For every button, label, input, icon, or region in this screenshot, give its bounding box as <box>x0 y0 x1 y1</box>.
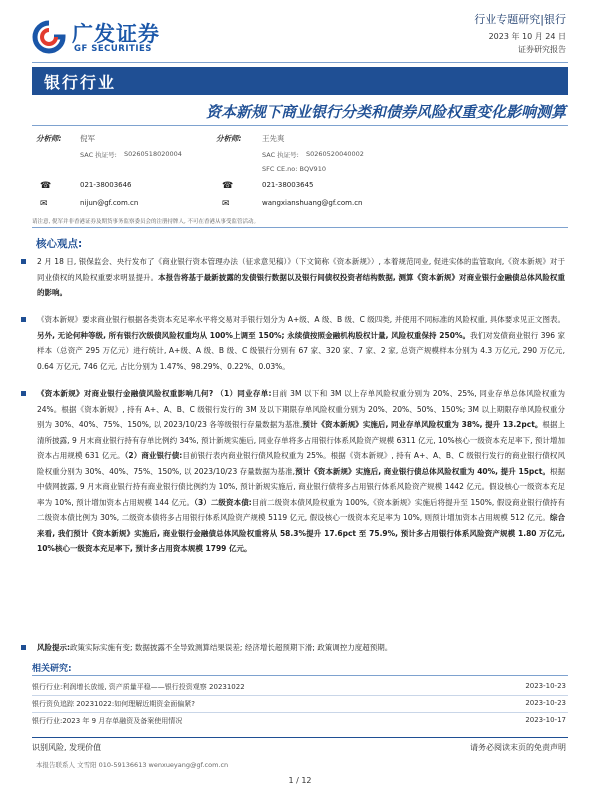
analyst-1-name: 倪军 <box>80 134 95 143</box>
bullet-paragraph-1 <box>37 254 565 301</box>
logo-chinese-text: 广发证券 <box>72 22 160 46</box>
related-report-date: 2023-10-23 <box>525 682 566 690</box>
related-row-divider <box>32 712 568 713</box>
sector-banner <box>32 67 568 95</box>
bullet-paragraph-3 <box>37 386 565 557</box>
risk-warning <box>37 642 565 654</box>
bullet-3-bold-6: 综合来看, 我们预计《资本新规》实施后, 商业银行金融债总体风险权重将从 58.3%提升 17.6pct 至 75.9%, 预计多占用银行体系风险资产规模 1.80 万亿元, 10%核心一级资本充足率下, 预计多占用资本规模 1799 亿元。 <box>37 513 566 553</box>
bullet-3-text-3: 目前银行表内商业银行债风险权重为 25%。根据《资本新规》, 持有 A+、A、B、C 级银行发行的商业银行债权风险权重分别为 30%、40%、75%、150%, 以 2023/10/23 存量数据为基准, <box>37 451 565 476</box>
logo-english-text: GF SECURITIES <box>74 44 152 54</box>
bullet-icon <box>21 391 26 396</box>
bullet-3-text-2: 根据上清所披露, 9 月末商业银行持有存单比例约 34%, 预计新规实施后, 同业存单将多占用银行体系风险资产规模 6311 亿元, 10%核心一级资本充足率下, 预计增加资本占用规模 631 亿元。 <box>37 420 566 460</box>
analyst-2-sfc: SFC CE.no: BQV910 <box>262 165 326 173</box>
analyst-divider <box>32 227 568 228</box>
bullet-3-bold-2: 预计《资本新规》实施后, 同业存单风险权重为 38%, 提升 13.2pct。 <box>302 420 543 429</box>
bullet-icon <box>21 259 26 264</box>
bullet-2-bold: 另外, 无论何种等级, 所有银行次级债风险权重均从 100%上调至 150%; 永续债按照金融机构股权计量, 风险权重保持 250%。 <box>37 330 471 340</box>
bullet-3-text-5: 目前二级资本债风险权重为 100%,《资本新规》实施后将提升至 150%, 假设商业银行债持有二级资本债比例为 30%, 二级资本债将多占用银行体系风险资产规模 5119 亿元, 假设核心一级资本充足率为 10%, 则预计增加资本占用规模 512 亿元。 <box>37 497 565 522</box>
core-views-heading: 核心观点: <box>36 238 83 250</box>
analyst-2-sac-label: SAC 执证号: <box>262 151 299 159</box>
analyst-2-name: 王先爽 <box>262 134 285 143</box>
report-type: 证券研究报告 <box>518 45 566 54</box>
bullet-3-text-1: 目前 3M 以下和 3M 以上存单风险权重分别为 20%、25%, 同业存单总体风险权重为 24%。根据《资本新规》, 持有 A+、A、B、C 级银行发行的 3M 及以下期限存单风险权重分别为 20%、20%、50%、150%; 3M 以上期限存单风险权重分别为 30%、40%、75%、150%, 以 2023/10/23 各等级银行存量数据为基准, <box>37 389 565 429</box>
analyst-1-sac-label: SAC 执证号: <box>80 151 117 159</box>
footer-slogan: 识别风险, 发现价值 <box>32 743 102 752</box>
email-icon: ✉ <box>40 199 48 209</box>
related-research-heading: 相关研究: <box>32 664 72 674</box>
phone-icon: ☎ <box>40 181 52 191</box>
analyst-1-label: 分析师: <box>36 134 62 143</box>
contact-line: 本报告联系人 文雪阳 010-59136613 wenxueyang@gf.com.cn <box>36 761 229 769</box>
risk-text: 政策实际实施有变; 数据披露不全导致测算结果误差; 经济增长超预期下滑; 政策调控力度超预期。 <box>70 643 393 652</box>
footer-disclaimer-note: 请务必阅读末页的免责声明 <box>470 743 566 752</box>
bullet-3-text-4: 根据中债网披露, 9 月末商业银行持有商业银行债比例约为 10%, 预计新规实施后, 商业银行债将多占用银行体系风险资产规模 1442 亿元。假设核心一级资本充足率为 10%, 预计增加资本占用规模 144 亿元。 <box>37 466 566 507</box>
related-report-date: 2023-10-23 <box>525 699 566 707</box>
footer-divider <box>32 737 568 738</box>
page-number: 1 / 12 <box>288 776 312 785</box>
title-divider <box>32 125 568 126</box>
bullet-1-bold: 本报告将基于最新披露的发债银行数据以及银行间债权投资者结构数据, 测算《资本新规》对商业银行金融债总体风险权重的影响。 <box>37 272 565 297</box>
risk-label: 风险提示: <box>37 643 70 652</box>
related-report-date: 2023-10-17 <box>525 716 566 724</box>
sector-title: 银行行业 <box>44 73 117 92</box>
analyst-2-sac: S0260520040002 <box>306 150 364 158</box>
email-icon: ✉ <box>222 199 230 209</box>
analyst-2-email[interactable]: wangxianshuang@gf.com.cn <box>262 199 363 207</box>
header-divider <box>32 62 568 63</box>
bullet-3-bold-3: （2）商业银行债: <box>124 451 183 460</box>
report-category: 行业专题研究|银行 <box>474 13 566 26</box>
bullet-3-bold-4: 预计《资本新规》实施后, 商业银行债总体风险权重为 40%, 提升 15pct。 <box>295 466 550 476</box>
analyst-1-sac: S0260518020004 <box>124 150 182 158</box>
bullet-3-bold-1: 《资本新规》对商业银行金融债风险权重影响几何? （1）同业存单: <box>37 389 272 398</box>
analyst-1-email[interactable]: nijun@gf.com.cn <box>80 199 139 207</box>
related-report-title[interactable]: 银行资负追踪 20231022:如何理解近期资金面偏紧? <box>32 700 195 708</box>
gf-logo-icon <box>32 20 66 54</box>
related-report-title[interactable]: 银行行业:利润增长放缓, 资产质量平稳——银行投资观察 20231022 <box>32 683 245 691</box>
related-divider <box>32 675 568 676</box>
gf-securities-logo <box>32 20 202 56</box>
bullet-paragraph-2 <box>37 312 565 374</box>
analyst-2-phone: 021-38003645 <box>262 181 314 189</box>
report-date: 2023 年 10 月 24 日 <box>488 32 566 41</box>
bullet-3-bold-5: （3）二级资本债: <box>194 497 252 507</box>
report-title: 资本新规下商业银行分类和债券风险权重变化影响测算 <box>205 103 566 121</box>
related-row-divider <box>32 695 568 696</box>
bullet-2-text-a: 《资本新规》要求商业银行根据各类资本充足率水平将交易对手银行划分为 A+级、A 级、B 级、C 级四类, 并使用不同标准的风险权重, 具体要求见正文图表。 <box>37 315 565 324</box>
bullet-icon <box>21 317 26 322</box>
related-report-title[interactable]: 银行行业:2023 年 9 月存单融资及备案使用情况 <box>32 717 183 725</box>
phone-icon: ☎ <box>222 181 234 191</box>
bullet-1-text: 2 月 18 日, 银保监会、央行发布了《商业银行资本管理办法（征求意见稿）》（下文简称《资本新规》）, 本着规范同业, 促进实体的监管取向,《资本新规》对于同业债权的风险权重要求明显提升。 <box>37 257 565 282</box>
analyst-2-label: 分析师: <box>216 134 242 143</box>
bullet-2-text-b: 我们对发债商业银行 396 家样本（总资产 295 万亿元）进行统计, A+级、A 级、B 级、C 级银行分别有 67 家、320 家、7 家、2 家, 总资产规模样本分别为 4.3 万亿元, 290 万亿元, 0.64 万亿元, 746 亿元, 占比分别为 1.47%、98.29%、0.22%、0.03%。 <box>37 330 565 371</box>
analyst-1-phone: 021-38003646 <box>80 181 132 189</box>
bullet-icon <box>21 645 26 650</box>
analyst-disclaimer: 请注意, 倪军并非香港证券及期货事务监察委员会的注册持牌人, 不可在香港从事受监管活动。 <box>32 219 259 225</box>
